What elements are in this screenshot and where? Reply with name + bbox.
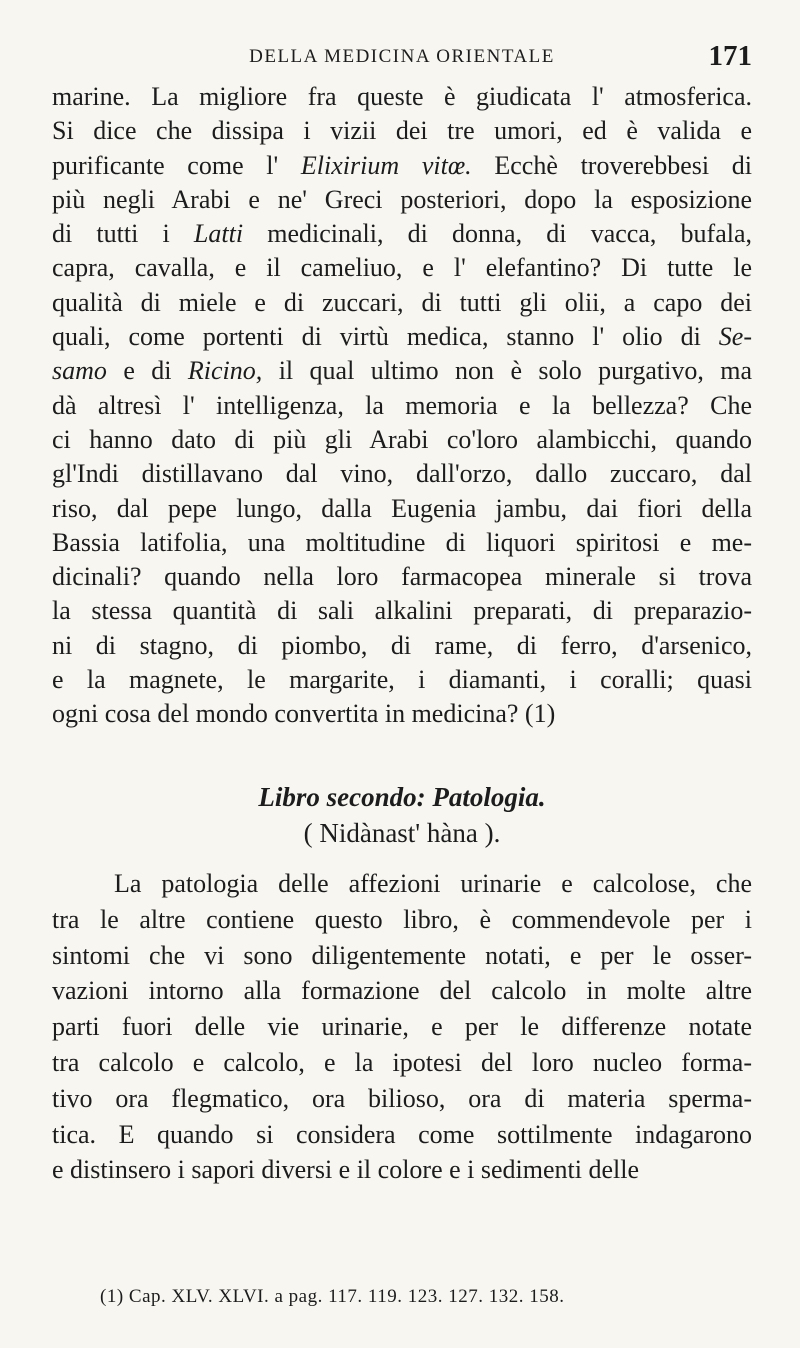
text-line <box>52 354 752 388</box>
text-segment: qualità di miele e di zuccari, di tutti gli olii, a capo dei <box>52 287 752 317</box>
text-segment: gl'Indi distillavano dal vino, dall'orzo, dallo zuccaro, dal <box>52 459 752 489</box>
running-header <box>52 40 752 80</box>
text-line: tra calcolo e calcolo, e la ipotesi del loro nucleo forma- <box>52 1047 752 1077</box>
section-subtitle: ( Nidànast' hàna ). <box>303 818 501 848</box>
text-segment: e la magnete, le margarite, i diamanti, i coralli; quasi <box>52 665 752 695</box>
text-line: tica. E quando si considera come sottilmente indagarono <box>52 1119 752 1149</box>
text-segment: dicinali? quando nella loro farmacopea minerale si trova <box>52 562 752 592</box>
text-line: e distinsero i sapori diversi e il colore e i sedimenti delle <box>52 1155 640 1185</box>
text-line <box>52 286 752 320</box>
text-line <box>52 423 752 457</box>
text-segment: quali, come portenti di virtù medica, stanno l' olio di <box>52 322 719 352</box>
text-line: parti fuori delle vie urinarie, e per le differenze notate <box>52 1012 752 1042</box>
text-line <box>52 320 752 354</box>
text-line <box>52 526 752 560</box>
text-line: tivo ora flegmatico, ora bilioso, ora di materia sperma- <box>52 1083 752 1113</box>
text-segment: e di <box>106 356 188 386</box>
header-title: DELLA MEDICINA ORIENTALE <box>249 46 555 67</box>
text-line <box>52 251 752 285</box>
footnote: (1) Cap. XLV. XLVI. a pag. 117. 119. 123. 127. 132. 158. <box>100 1286 565 1307</box>
text-line <box>52 697 752 731</box>
text-line <box>52 663 752 697</box>
text-segment: marine. La migliore fra queste è giudicata l' atmosferica. <box>52 82 752 111</box>
text-line <box>52 492 752 526</box>
text-segment: più negli Arabi e ne' Greci posteriori, dopo la esposizione <box>52 184 752 214</box>
text-segment: Bassia latifolia, una moltitudine di liquori spiritosi e me- <box>52 527 752 557</box>
text-line: vazioni intorno alla formazione del calcolo in molte altre <box>52 976 752 1006</box>
text-segment: riso, dal pepe lungo, dalla Eugenia jambu, dai fiori della <box>52 493 752 523</box>
text-line <box>52 389 752 423</box>
section-title: Libro secondo: Patologia. <box>258 782 546 812</box>
text-segment: ci hanno dato di più gli Arabi co'loro alambicchi, quando <box>52 424 752 454</box>
text-line: La patologia delle affezioni urinarie e calcolose, che <box>114 869 752 898</box>
italic-term: Se- <box>718 322 752 352</box>
text-line <box>52 457 752 491</box>
text-segment: la stessa quantità di sali alkalini preparati, di preparazio- <box>52 596 752 626</box>
text-line <box>52 114 752 148</box>
text-line: tra le altre contiene questo libro, è commendevole per i <box>52 904 752 934</box>
text-line <box>52 149 752 183</box>
italic-term: samo <box>52 356 107 386</box>
text-segment: ni di stagno, di piombo, di rame, di ferro, d'arsenico, <box>52 630 752 660</box>
italic-term: Latti <box>193 219 244 249</box>
text-segment: il qual ultimo non è solo purgativo, ma <box>262 356 752 386</box>
italic-term: Ricino, <box>187 356 263 386</box>
text-line <box>52 80 752 114</box>
text-line <box>52 217 752 251</box>
italic-term: Elixirium vitœ. <box>300 150 472 180</box>
paragraph-patologia <box>52 866 752 1188</box>
text-segment: ogni cosa del mondo convertita in medicina? (1) <box>52 699 556 729</box>
text-segment: purificante come l' <box>52 150 301 180</box>
text-segment: Ecchè troverebbesi di <box>471 150 752 180</box>
text-segment: dà altresì l' intelligenza, la memoria e la bellezza? Che <box>52 390 752 420</box>
page-number: 171 <box>708 40 752 72</box>
text-line <box>52 594 752 628</box>
text-line <box>52 629 752 663</box>
text-line: sintomi che vi sono diligentemente notati, e per le osser- <box>52 940 752 970</box>
text-segment: di tutti i <box>52 219 194 249</box>
text-segment: capra, cavalla, e il cameliuo, e l' elefantino? Di tutte le <box>52 253 752 283</box>
text-line <box>52 183 752 217</box>
paragraph-materia-medica <box>52 80 752 732</box>
text-segment: Si dice che dissipa i vizii dei tre umori, ed è valida e <box>52 116 752 146</box>
text-line <box>52 560 752 594</box>
text-segment: medicinali, di donna, di vacca, bufala, <box>243 219 752 249</box>
